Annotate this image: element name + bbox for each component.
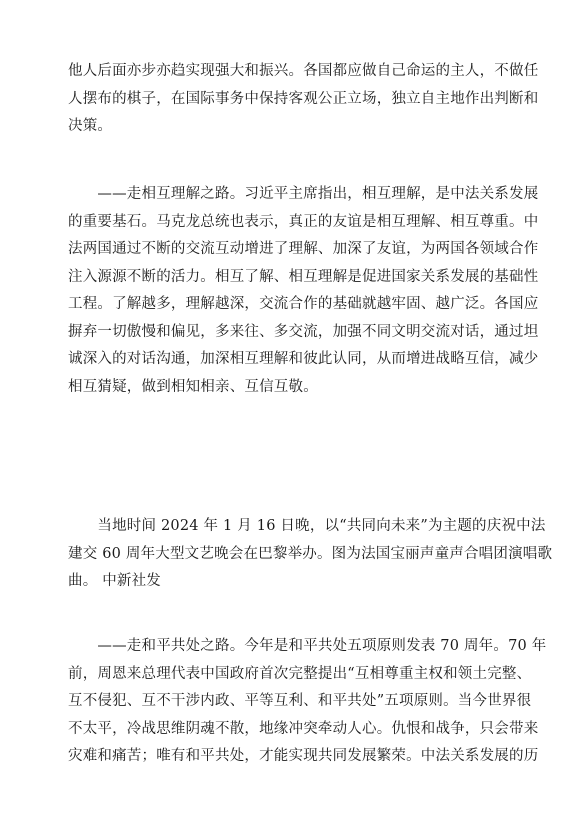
text-line: ——走和平共处之路。今年是和平共处五项原则发表 70 周年。70 年 — [68, 638, 547, 654]
text-line: 曲。 中新社发 — [68, 573, 162, 589]
text-line: 法两国通过不断的交流互动增进了理解、加深了友谊，为两国各领域合作 — [68, 241, 539, 257]
text-line: 互不侵犯、互不干涉内政、平等互利、和平共处”五项原则。当今世界很 — [68, 693, 532, 709]
text-line: 诚深入的对话沟通，加深相互理解和彼此认同，从而增进战略互信，减少 — [68, 351, 539, 367]
text-line: 决策。 — [68, 118, 113, 134]
text-line: 工程。了解越多，理解越深，交流合作的基础就越牢固、越广泛。各国应 — [68, 296, 539, 312]
text-line: 的重要基石。马克龙总统也表示，真正的友谊是相互理解、相互尊重。中 — [68, 213, 539, 230]
text-line: 灾难和痛苦；唯有和平共处，才能实现共同发展繁荣。中法关系发展的历 — [68, 748, 539, 764]
text-line: 当地时间 2024 年 1 月 16 日晚，以“共同向未来”为主题的庆祝中法 — [68, 518, 546, 534]
text-line: 摒弃一切傲慢和偏见，多来往、多交流，加强不同文明交流对话，通过坦 — [68, 323, 539, 340]
text-line: 人摆布的棋子，在国际事务中保持客观公正立场，独立自主地作出判断和 — [68, 90, 539, 107]
paragraph-mutual-understanding — [68, 181, 539, 401]
photo-caption — [68, 513, 553, 596]
text-line: 他人后面亦步亦趋实现强大和振兴。各国都应做自己命运的主人，不做任 — [68, 63, 539, 79]
text-line: 相互猜疑，做到相知相亲、互信互敬。 — [68, 378, 318, 395]
text-line: 注入源源不断的活力。相互了解、相互理解是促进国家关系发展的基础性 — [68, 268, 539, 285]
paragraph-independence — [68, 58, 539, 141]
paragraph-peaceful-coexistence — [68, 633, 547, 771]
text-line: ——走相互理解之路。习近平主席指出，相互理解，是中法关系发展 — [68, 186, 539, 202]
text-line: 建交 60 周年大型文艺晚会在巴黎举办。图为法国宝丽声童声合唱团演唱歌 — [68, 545, 553, 562]
text-line: 不太平，冷战思维阴魂不散，地缘冲突牵动人心。仇恨和战争，只会带来 — [68, 720, 539, 737]
text-line: 前，周恩来总理代表中国政府首次完整提出“互相尊重主权和领土完整、 — [68, 665, 532, 682]
